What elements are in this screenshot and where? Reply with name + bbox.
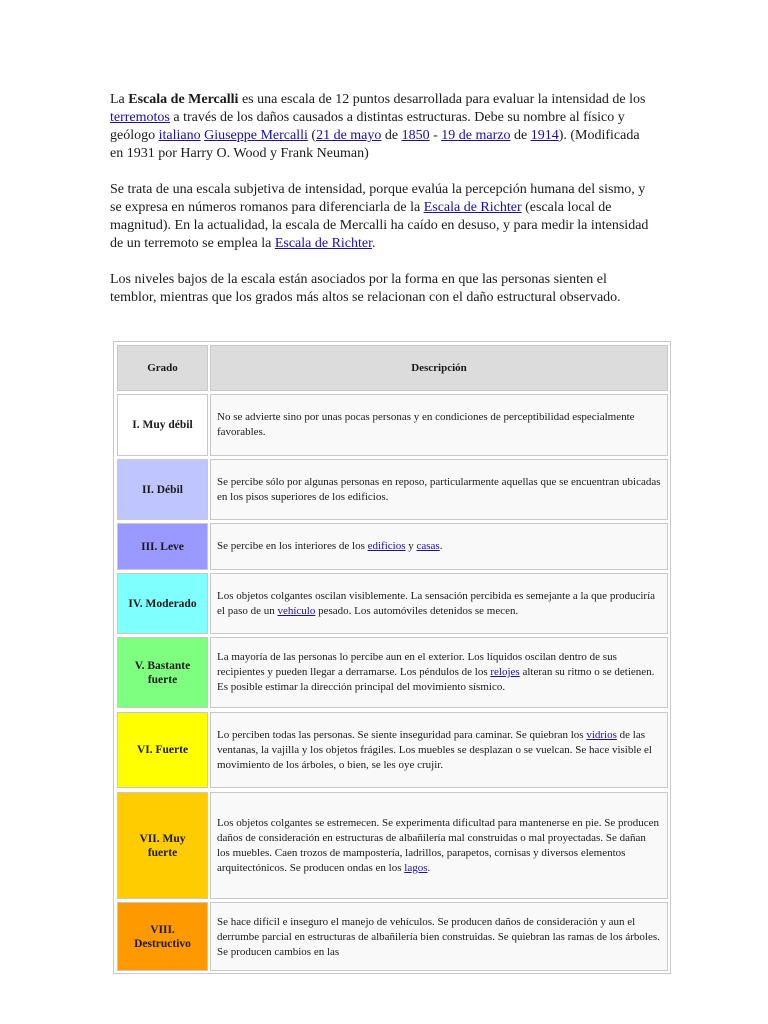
description-text xyxy=(217,589,661,619)
link-21-de-mayo[interactable]: 21 de mayo xyxy=(316,128,382,143)
grado-cell xyxy=(117,573,208,634)
link-19-de-marzo[interactable]: 19 de marzo xyxy=(441,128,511,143)
text: a través de los daños causados a distintas estructuras. Debe su nombre al físico y geólogo xyxy=(110,110,625,143)
grado-cell xyxy=(117,523,208,570)
link-relojes[interactable]: relojes xyxy=(490,666,520,678)
description-cell xyxy=(210,573,668,634)
grado-cell xyxy=(117,712,208,788)
link-lagos[interactable]: lagos xyxy=(404,861,428,874)
grado-label: VIII. Destructivo xyxy=(134,923,191,950)
text: . xyxy=(372,236,376,251)
text: Se trata de una escala subjetiva de intensidad, porque evalúa la percepción humana del sismo, y se expresa en números romanos para diferenciarla de la xyxy=(110,182,646,215)
text: - xyxy=(429,128,442,143)
header-grado: Grado xyxy=(117,345,208,391)
text: ). (Modificada en 1931 por Harry O. Wood y Frank Neuman) xyxy=(110,128,640,161)
text: . xyxy=(439,540,443,552)
link-1850[interactable]: 1850 xyxy=(401,128,430,143)
grado-label: VII. Muy fuerte xyxy=(139,832,186,859)
text: de las ventanas, la vajilla y los objetos frágiles. Los muebles se desplazan o se vuelcan. Se hace visible el movimiento de los árboles, o bien, se les oye crujir. xyxy=(217,728,652,771)
grado-label: VI. Fuerte xyxy=(136,744,189,756)
header-descripcion: Descripción xyxy=(210,345,668,391)
description-text: No se advierte sino por unas pocas personas y en condiciones de perceptibilidad especialmente favorables. xyxy=(217,411,635,438)
text: y xyxy=(405,540,417,552)
link-1914[interactable]: 1914 xyxy=(530,128,559,143)
link-escala-de-richter[interactable]: Escala de Richter xyxy=(274,236,373,251)
scale-name: Escala de Mercalli xyxy=(128,92,239,107)
text: ( xyxy=(307,128,317,143)
text: de xyxy=(510,128,531,143)
description-cell xyxy=(210,394,668,456)
grado-label: I. Muy débil xyxy=(132,419,193,431)
grado-label: II. Débil xyxy=(142,483,183,496)
text: es una escala de 12 puntos desarrollada para evaluar la intensidad de los xyxy=(238,92,646,107)
text: de xyxy=(381,128,402,143)
text: alteran su ritmo o se detienen. Es posible estimar la dirección principal del movimiento sísmico. xyxy=(217,666,655,693)
text: Se percibe en los interiores de los xyxy=(217,540,368,552)
description-text xyxy=(217,728,661,773)
link-giuseppe-mercalli[interactable]: Giuseppe Mercalli xyxy=(204,128,308,143)
link-vehiculo[interactable]: vehículo xyxy=(277,604,316,617)
description-text xyxy=(217,539,442,554)
grado-cell xyxy=(117,637,208,708)
description-cell xyxy=(210,712,668,788)
text: pesado. Los automóviles detenidos se mecen. xyxy=(315,604,519,617)
text: La mayoría de las personas lo percibe aun en el exterior. Los líquidos oscilan dentro de sus recipientes y pueden llegar a derramarse. Los péndulos de los xyxy=(217,651,617,678)
link-escala-de-richter[interactable]: Escala de Richter xyxy=(423,200,522,215)
link-edificios[interactable]: edificios xyxy=(367,540,406,552)
grado-cell xyxy=(117,902,208,971)
description-cell xyxy=(210,523,668,570)
grado-label: III. Leve xyxy=(141,540,184,553)
grado-cell xyxy=(117,394,208,456)
link-terremotos[interactable]: terremotos xyxy=(110,110,170,125)
intro-paragraph-3: Los niveles bajos de la escala están asociados por la forma en que las personas sienten el temblor, mientras que los grados más altos se relacionan con el daño estructural observado. xyxy=(110,272,621,305)
description-cell xyxy=(210,459,668,520)
text: Los objetos colgantes oscilan visiblemente. La sensación percibida es semejante a la que produciría el paso de un xyxy=(217,589,656,617)
intro-paragraph-1 xyxy=(110,91,655,163)
text: (escala local de magnitud). En la actualidad, la escala de Mercalli ha caído en desuso, y para medir la intensidad de un terremoto se emplea la xyxy=(110,200,649,251)
text: La xyxy=(110,92,129,107)
description-text: Se percibe sólo por algunas personas en reposo, particularmente aquellas que se encuentran ubicadas en los pisos superiores de los edificios. xyxy=(217,475,661,503)
link-casas[interactable]: casas xyxy=(416,540,440,552)
grado-cell xyxy=(117,792,208,899)
text: Lo perciben todas las personas. Se siente inseguridad para caminar. Se quiebran los xyxy=(217,728,587,741)
link-italiano[interactable]: italiano xyxy=(158,128,201,143)
description-cell xyxy=(210,792,668,899)
intro-paragraph-2 xyxy=(110,181,655,253)
description-text xyxy=(217,816,661,876)
description-text: Se hace difícil e inseguro el manejo de vehículos. Se producen daños de consideración y aun el derrumbe parcial en estructuras de albañilería bien construidas. Se quiebran las ramas de los árboles. Se producen cambios en las xyxy=(217,916,660,958)
description-cell xyxy=(210,637,668,708)
text: Los objetos colgantes se estremecen. Se experimenta dificultad para mantenerse en pie. Se producen daños de consideración en estructuras de albañilería mal construidas o mal proyectadas. Se dañan los muebles. Caen trozos de mampostería, ladrillos, parapetos, cornisas y diversos elementos arquitectónicos. Se producen ondas en los xyxy=(217,816,659,874)
grado-label: IV. Moderado xyxy=(128,597,197,610)
grado-label: V. Bastante fuerte xyxy=(134,659,191,686)
text: . xyxy=(427,861,431,874)
description-cell xyxy=(210,902,668,971)
link-vidrios[interactable]: vidrios xyxy=(586,728,617,741)
description-text xyxy=(217,650,661,695)
mercalli-table xyxy=(113,341,671,974)
grado-cell xyxy=(117,459,208,520)
